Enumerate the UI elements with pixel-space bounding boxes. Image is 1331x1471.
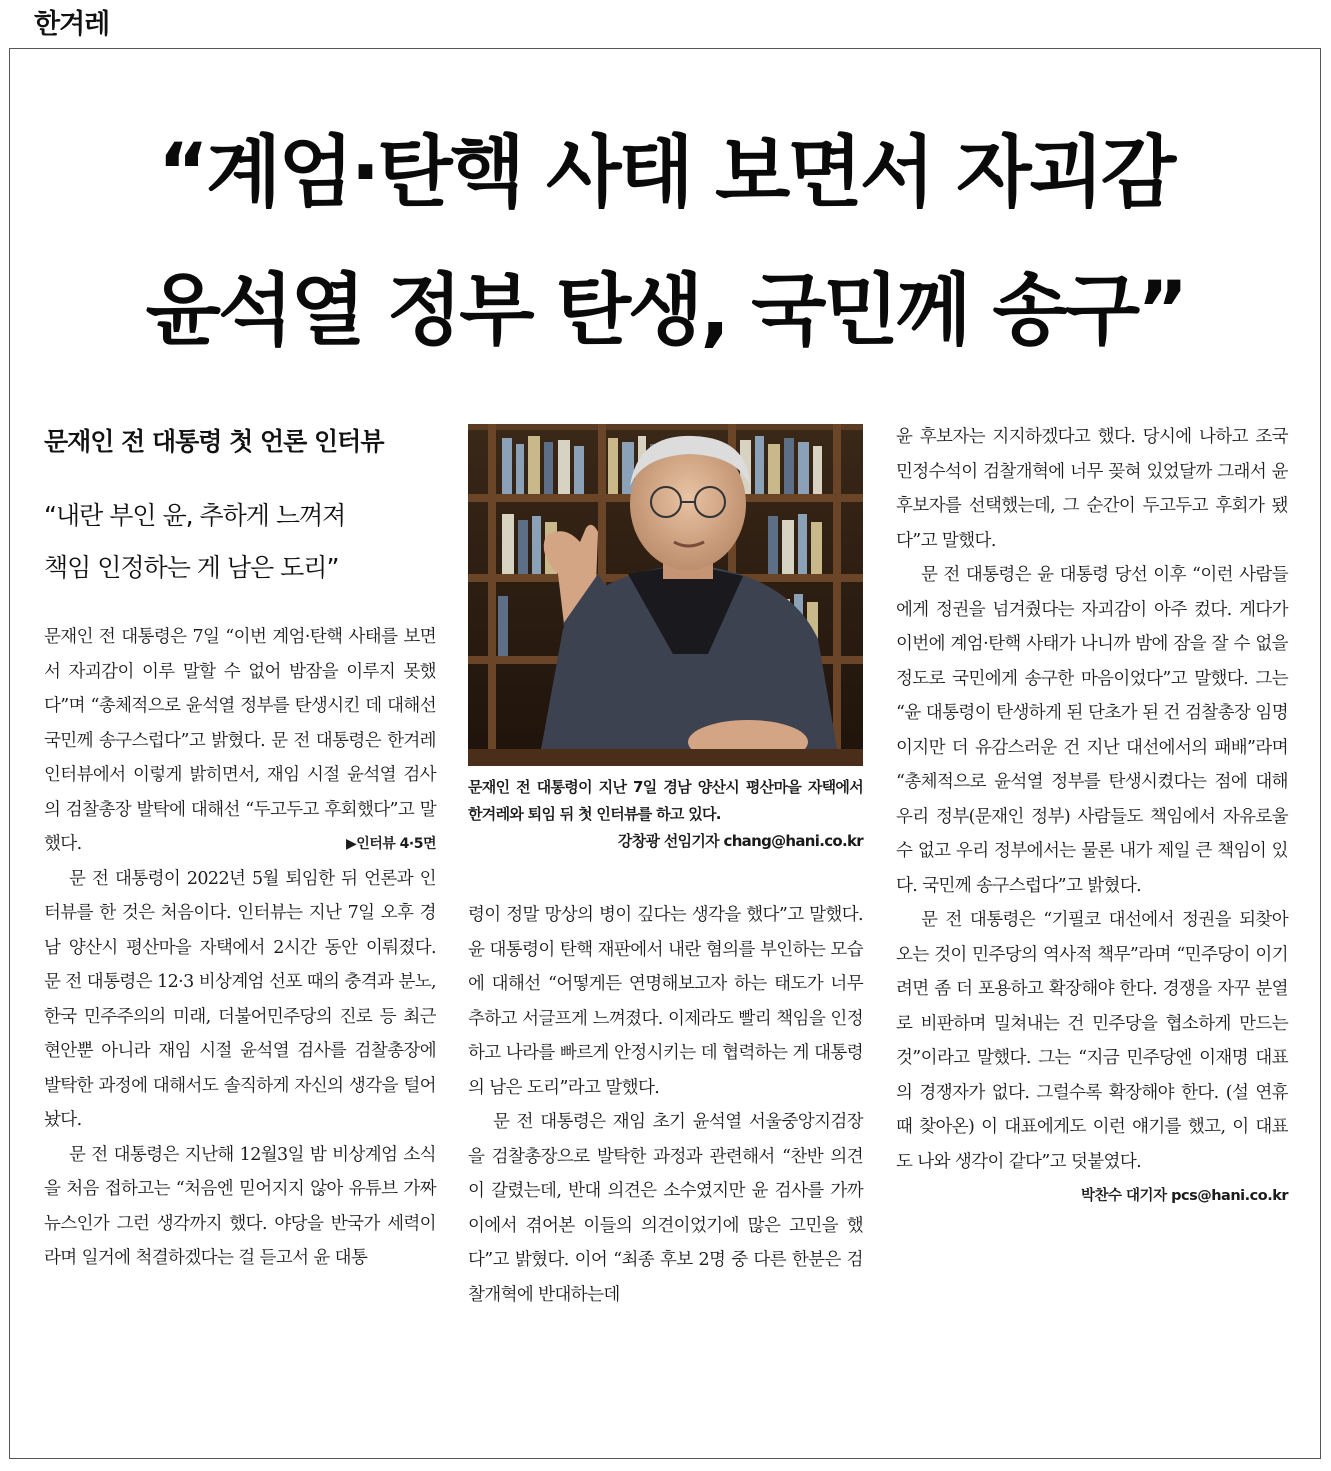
subhead-quote-line-2: 책임 인정하는 게 남은 도리” [44, 553, 339, 582]
photo-credit: 강창광 선임기자 chang@hani.co.kr [617, 832, 863, 850]
headline-line-2: 윤석열 정부 탄생, 국민께 송구” [145, 266, 1186, 356]
paragraph: 문 전 대통령은 윤 대통령 당선 이후 “이런 사람들에게 정권을 넘겨줬다는 자괴감이 아주 컸다. 게다가 이번에 계엄·탄핵 사태가 나니까 밤에 잠을 잘 수 없을 정도로 국민에게 송구한 마음이었다”고 말했다. 그는 “윤 대통령이 탄생하게 된 단초가 된 건 검찰총장 임명이지만 더 유감스러운 건 지난 대선에서의 패배”라며 “총체적으로 윤석열 정부를 탄생시켰다는 점에 대해 우리 정부(문재인 정부) 사람들도 책임에서 자유로울 수 없고 우리 정부에서는 물론 내가 제일 큰 책임이 있다. 국민께 송구스럽다”고 밝혔다. [896, 565, 1288, 896]
paragraph: 윤 후보자는 지지하겠다고 했다. 당시에 나하고 조국 민정수석이 검찰개혁에 너무 꽂혀 있었달까 그래서 윤 후보자를 선택했는데, 그 순간이 두고두고 후회가 됐다”고 말했다. [896, 427, 1288, 551]
paragraph: 문 전 대통령은 지난해 12월3일 밤 비상계엄 소식을 처음 접하고는 “처음엔 믿어지지 않아 유튜브 가짜뉴스인가 그런 생각까지 했다. 야당을 반국가 세력이라며 일거에 척결하겠다는 걸 듣고서 윤 대통 [44, 1144, 436, 1268]
subhead-quote [44, 490, 444, 594]
subhead-quote-line-1: “내란 부인 윤, 추하게 느껴져 [44, 501, 346, 530]
subhead-kicker: 문재인 전 대통령 첫 언론 인터뷰 [44, 427, 384, 456]
paragraph-text: 문재인 전 대통령은 7일 “이번 계엄·탄핵 사태를 보면서 자괴감이 이루 말할 수 없어 밤잠을 이루지 못했다”며 “총체적으로 윤석열 정부를 탄생시킨 데 대해선 국민께 송구스럽다”고 밝혔다. 문 전 대통령은 한겨레 인터뷰에서 이렇게 밝히면서, 재임 시절 윤석열 검사의 검찰총장 발탁에 대해선 “두고두고 후회했다”고 말했다. [44, 627, 436, 854]
paragraph: 령이 정말 망상의 병이 깊다는 생각을 했다”고 말했다. 윤 대통령이 탄핵 재판에서 내란 혐의를 부인하는 모습에 대해선 “어떻게든 연명해보고자 하는 태도가 너무 추하고 서글프게 느껴졌다. 이제라도 빨리 책임을 인정하고 나라를 빠르게 안정시키는 데 협력하는 게 대통령의 남은 도리”라고 말했다. [468, 905, 863, 1098]
headline-line-1: “계엄·탄핵 사태 보면서 자괴감 [157, 128, 1174, 218]
caption-text: 문재인 전 대통령이 지난 7일 경남 양산시 평산마을 자택에서 한겨레와 퇴임 뒤 첫 인터뷰를 하고 있다. [468, 778, 863, 823]
newspaper-logo: 한겨레 [34, 9, 110, 40]
paragraph: 문 전 대통령이 2022년 5월 퇴임한 뒤 언론과 인터뷰를 한 것은 처음이다. 인터뷰는 지난 7일 오후 경남 양산시 평산마을 자택에서 2시간 동안 이뤄졌다. 문 전 대통령은 12·3 비상계엄 선포 때의 충격과 분노, 한국 민주주의의 미래, 더불어민주당의 진로 등 최근 현안뿐 아니라 재임 시절 윤석열 검사를 검찰총장에 발탁한 과정에 대해서도 솔직하게 자신의 생각을 털어놨다. [44, 868, 436, 1130]
paragraph [44, 620, 436, 862]
photo-caption [468, 774, 863, 855]
article-column-3 [896, 420, 1288, 1214]
reporter-byline: 박찬수 대기자 pcs@hani.co.kr [1080, 1188, 1288, 1204]
article-photo [468, 424, 863, 766]
article-column-1 [44, 620, 436, 1276]
paragraph: 문 전 대통령은 “기필코 대선에서 정권을 되찾아 오는 것이 민주당의 역사적 책무”라며 “민주당이 이기려면 좀 더 포용하고 확장해야 한다. 경쟁을 자꾸 분열로 비판하며 밀쳐내는 건 민주당을 협소하게 만드는 것”이라고 말했다. 그는 “지금 민주당엔 이재명 대표의 경쟁자가 없다. 그럴수록 확장해야 한다. (설 연휴 때 찾아온) 이 대표에게도 이런 얘기를 했고, 이 대표도 나와 생각이 같다”고 덧붙였다. [896, 910, 1288, 1172]
article-column-2 [468, 898, 863, 1312]
paragraph: 문 전 대통령은 재임 초기 윤석열 서울중앙지검장을 검찰총장으로 발탁한 과정과 관련해서 “찬반 의견이 갈렸는데, 반대 의견은 소수였지만 윤 검사를 가까이에서 겪어본 이들의 의견이었기에 많은 고민을 했다”고 밝혔다. 이어 “최종 후보 2명 중 다른 한분은 검찰개혁에 반대하는데 [468, 1112, 863, 1305]
photo-illustration [468, 424, 863, 766]
page-reference: ▶인터뷰 4·5면 [345, 836, 436, 852]
